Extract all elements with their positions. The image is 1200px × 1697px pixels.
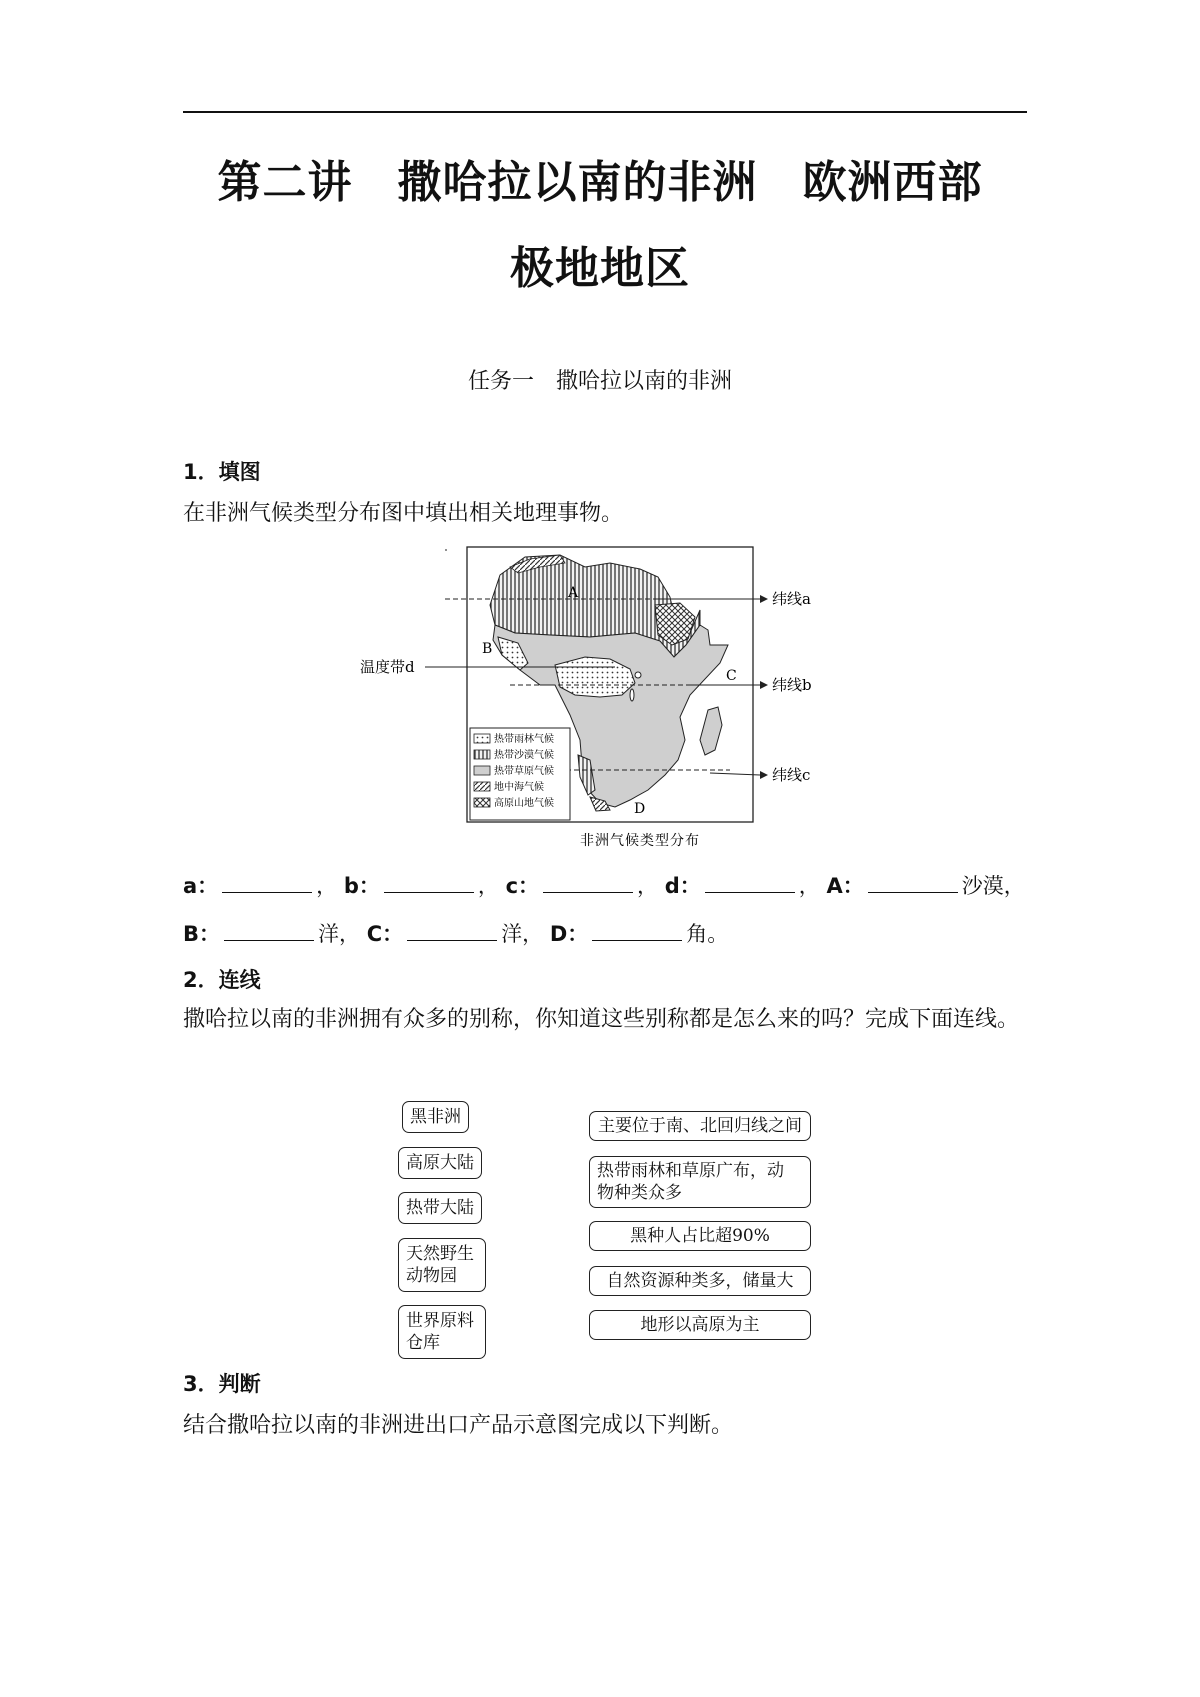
africa-climate-map: [360, 545, 830, 855]
blank-b-label: b：: [343, 874, 380, 898]
match-right-2[interactable]: [589, 1156, 811, 1208]
match-right-4[interactable]: [589, 1266, 811, 1296]
map-label-A: A: [568, 585, 579, 601]
blank-C-label: C：: [366, 922, 404, 946]
match-right-2-line1: 热带雨林和草原广布，动: [597, 1161, 784, 1181]
blank-A[interactable]: [868, 872, 958, 893]
match-left-2-text: 高原大陆: [406, 1153, 474, 1173]
match-left-3-text: 热带大陆: [406, 1198, 474, 1218]
match-right-3[interactable]: [589, 1221, 811, 1251]
match-left-1[interactable]: [402, 1101, 469, 1133]
match-left-1-text: 黑非洲: [410, 1107, 461, 1127]
match-left-5[interactable]: [398, 1305, 486, 1359]
label-lat-b: 纬线b: [772, 676, 812, 694]
blank-B-suffix: 洋，: [318, 922, 361, 946]
match-left-4-line1: 天然野生: [406, 1244, 474, 1264]
section-2-heading: 2．连线: [183, 968, 261, 992]
blank-A-label: A：: [826, 874, 864, 898]
map-label-C: C: [726, 668, 737, 684]
blank-D-suffix: 角。: [686, 922, 729, 946]
match-left-5-line1: 世界原料: [406, 1311, 474, 1331]
match-right-1[interactable]: [589, 1111, 811, 1141]
match-left-4[interactable]: [398, 1238, 486, 1292]
map-label-D: D: [634, 801, 646, 817]
blank-c-label: c：: [505, 874, 540, 898]
blank-c-suffix: ，: [637, 874, 659, 898]
section-3-instruction: 结合撒哈拉以南的非洲进出口产品示意图完成以下判断。: [183, 1413, 734, 1438]
match-right-5-text: 地形以高原为主: [640, 1315, 760, 1335]
section-1-heading: 1．填图: [183, 460, 261, 484]
blank-a-label: a：: [183, 874, 219, 898]
blank-B[interactable]: [224, 920, 314, 941]
legend-label-desert: 热带沙漠气候: [494, 750, 554, 761]
blank-c[interactable]: [543, 872, 633, 893]
blank-C[interactable]: [407, 920, 497, 941]
match-right-1-text: 主要位于南、北回归线之间: [598, 1116, 802, 1136]
match-right-5[interactable]: [589, 1310, 811, 1340]
task-title: 任务一 撒哈拉以南的非洲: [467, 369, 732, 394]
section-2-instruction: 撒哈拉以南的非洲拥有众多的别称，你知道这些别称都是怎么来的吗？完成下面连线。: [183, 1007, 1020, 1032]
blank-a-suffix: ，: [316, 874, 338, 898]
map-label-B: B: [482, 641, 493, 657]
blank-b[interactable]: [384, 872, 474, 893]
blank-C-suffix: 洋，: [501, 922, 544, 946]
legend-label-rainforest: 热带雨林气候: [494, 734, 554, 745]
blank-a[interactable]: [222, 872, 312, 893]
legend-label-savanna: 热带草原气候: [494, 766, 554, 777]
match-left-5-line2: 仓库: [406, 1333, 440, 1353]
fill-row-1: [183, 870, 1025, 900]
label-lat-a: 纬线a: [772, 590, 811, 608]
blank-B-label: B：: [183, 922, 221, 946]
label-temp-zone-d: 温度带d: [360, 658, 415, 676]
fill-row-2: [183, 918, 728, 948]
blank-D[interactable]: [592, 920, 682, 941]
legend-label-mediterranean: 地中海气候: [494, 782, 544, 793]
match-right-2-line2: 物种类众多: [597, 1183, 682, 1203]
blank-A-suffix: 沙漠，: [961, 874, 1025, 898]
top-rule: [183, 111, 1027, 113]
match-right-3-text: 黑种人占比超90%: [630, 1226, 770, 1246]
map-caption: 非洲气候类型分布: [580, 833, 700, 849]
match-left-3[interactable]: [398, 1192, 482, 1224]
page-title-line1: 第二讲 撒哈拉以南的非洲 欧洲西部: [217, 157, 983, 208]
legend-label-highland: 高原山地气候: [494, 798, 554, 809]
section-3-heading: 3．判断: [183, 1372, 261, 1396]
match-left-2[interactable]: [398, 1147, 482, 1179]
blank-d-suffix: ，: [798, 874, 820, 898]
match-left-4-line2: 动物园: [406, 1266, 457, 1286]
blank-b-suffix: ，: [477, 874, 499, 898]
blank-d-label: d：: [664, 874, 701, 898]
match-right-4-text: 自然资源种类多，储量大: [606, 1271, 794, 1291]
page-title-line2: 极地地区: [510, 243, 690, 294]
section-1-instruction: 在非洲气候类型分布图中填出相关地理事物。: [183, 501, 624, 526]
blank-D-label: D：: [549, 922, 589, 946]
blank-d[interactable]: [705, 872, 795, 893]
label-lat-c: 纬线c: [772, 766, 811, 784]
